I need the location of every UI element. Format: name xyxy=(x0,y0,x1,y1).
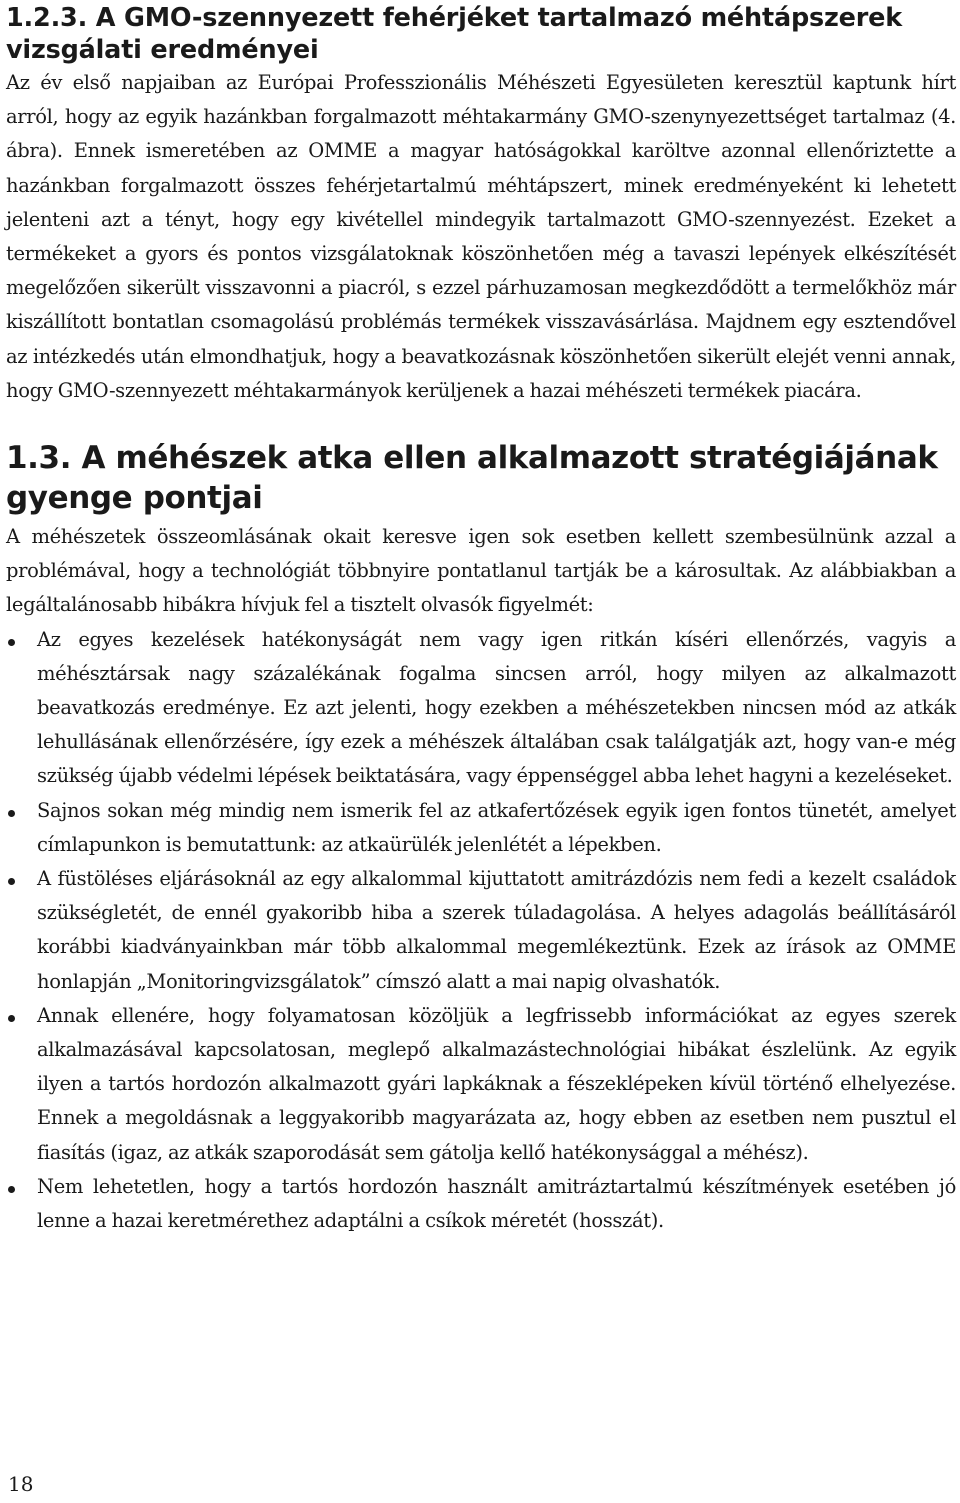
list-item-text: Az egyes kezelések hatékonyságát nem vagy igen ritkán kíséri ellenőrzés, vagyis a méhésztársak nagy százalékának fogalma sincsen arról, hogy milyen az alkalmazott beavatkozás eredménye. Ez azt jelenti, hogy ezekben a méhészetekben nincsen mód az atkák lehullásának ellenőrzésére, így ezek a méhészek általában csak találgatják azt, hogy van-e még szükség újabb védelmi lépések beiktatására, vagy éppenséggel abba lehet hagyni a kezeléseket. xyxy=(37,627,956,788)
bullet-icon xyxy=(8,1015,15,1022)
section-heading-1-2-3: 1.2.3. A GMO-szennyezett fehérjéket tartalmazó méhtápszerek vizsgálati eredményei xyxy=(6,3,902,65)
bullet-icon xyxy=(8,1186,15,1193)
bullet-icon xyxy=(8,810,15,817)
list-item xyxy=(6,794,956,862)
section-1-3-intro: A méhészetek összeomlásának okait keresve igen sok esetben kellett szembesülnünk azzal a problémával, hogy a technológiát többnyire pontatlanul tartják be a károsultak. Az alábbiakban a legáltalánosabb hibákra hívjuk fel a tisztelt olvasók figyelmét: xyxy=(6,525,956,617)
list-item-text: Nem lehetetlen, hogy a tartós hordozón használt amitráztartalmú készítmények esetében jó lenne a hazai keretmérethez adaptálni a csíkok méretét (hosszát). xyxy=(37,1174,956,1233)
list-item-text: Sajnos sokan még mindig nem ismerik fel az atkafertőzések egyik igen fontos tünetét, amelyet címlapunkon is bemutattunk: az atkaürülék jelenlétét a lépekben. xyxy=(37,798,956,856)
bullet-icon xyxy=(8,639,15,646)
bullet-list xyxy=(6,623,956,1239)
section-heading-1-3: 1.3. A méhészek atka ellen alkalmazott stratégiájának gyenge pontjai xyxy=(6,440,938,517)
list-item xyxy=(6,623,956,794)
bullet-icon xyxy=(8,878,15,885)
list-item xyxy=(6,1170,956,1238)
page-number: 18 xyxy=(8,1472,34,1496)
list-item xyxy=(6,862,956,999)
list-item-text: A füstöléses eljárásoknál az egy alkalommal kijuttatott amitrázdózis nem fedi a kezelt családok szükségletét, de ennél gyakoribb hiba a szerek túladagolása. A helyes adagolás beállításáról korábbi kiadványainkban már több alkalommal megemlékeztünk. Ezek az írások az OMME honlapján „Monitoringvizsgálatok” címszó alatt a mai napig olvashatók. xyxy=(37,867,956,993)
document-page xyxy=(6,0,956,1238)
section-1-2-3-paragraph: Az év első napjaiban az Európai Professzionális Méhészeti Egyesületen keresztül kaptunk hírt arról, hogy az egyik hazánkban forgalmazott méhtakarmány GMO-szenynyezettséget tartalmaz (4. ábra). Ennek ismeretében az OMME a magyar hatóságokkal karöltve azonnal ellenőriztette a hazánkban forgalmazott összes fehérjetartalmú méhtápszert, minek eredményeként ki lehetett jelenteni azt a tényt, hogy egy kivétellel mindegyik tartalmazott GMO-szennyezést. Ezeket a termékeket a gyors és pontos vizsgálatoknak köszönhetően még a tavaszi lepények elkészítését megelőzően sikerült visszavonni a piacról, s ezzel párhuzamosan megkezdődött a termelőkhöz már kiszállított bontatlan csomagolású problémás termékek visszavásárlása. Majdnem egy esztendővel az intézkedés után elmondhatjuk, hogy a beavatkozásnak köszönhetően sikerült elejét venni annak, hogy GMO-szennyezett méhtakarmányok kerüljenek a hazai méhészeti termékek piacára. xyxy=(6,71,956,402)
list-item xyxy=(6,999,956,1170)
list-item-text: Annak ellenére, hogy folyamatosan közöljük a legfrissebb információkat az egyes szerek alkalmazásával kapcsolatosan, meglepő alkalmazástechnológiai hibákat észlelünk. Az egyik ilyen a tartós hordozón alkalmazott gyári lapkáknak a fészeklépeken kívül történő elhelyezése. Ennek a megoldásnak a leggyakoribb magyarázata az, hogy ebben az esetben nem pusztul el fiasítás (igaz, az atkák szaporodását sem gátolja kellő hatékonysággal a méhész). xyxy=(37,1003,956,1164)
